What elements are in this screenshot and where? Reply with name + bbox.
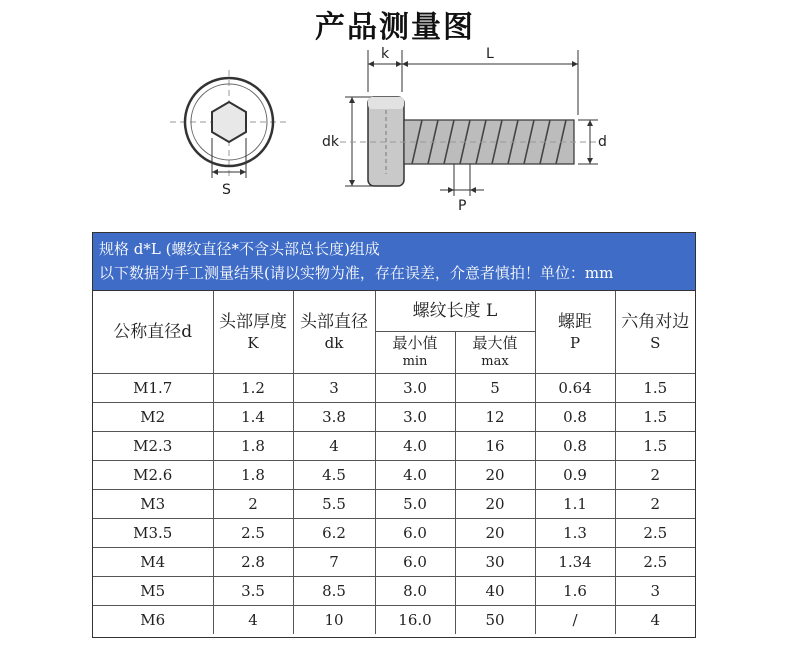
- page-title: 产品测量图: [315, 10, 475, 45]
- cell-hex-across-flats: 3: [615, 576, 695, 605]
- cell-nominal: M3.5: [93, 518, 213, 547]
- cell-pitch: 0.8: [535, 431, 615, 460]
- cell-length-min: 4.0: [375, 431, 455, 460]
- cell-hex-across-flats: 4: [615, 605, 695, 634]
- cell-length-min: 3.0: [375, 402, 455, 431]
- spec-banner: [93, 233, 695, 291]
- cell-hex-across-flats: 1.5: [615, 431, 695, 460]
- header-head-diameter: 头部直径 dk: [293, 291, 375, 373]
- cell-pitch: 0.64: [535, 373, 615, 402]
- cell-length-min: 4.0: [375, 460, 455, 489]
- cell-length-min: 8.0: [375, 576, 455, 605]
- table-row: [93, 576, 695, 605]
- cell-head-diameter: 3.8: [293, 402, 375, 431]
- label-s: S: [222, 182, 231, 198]
- label-dk: dk: [322, 134, 339, 150]
- cell-pitch: 1.3: [535, 518, 615, 547]
- spec-table: [93, 291, 695, 634]
- cell-pitch: 1.6: [535, 576, 615, 605]
- cell-length-min: 16.0: [375, 605, 455, 634]
- cell-nominal: M2.6: [93, 460, 213, 489]
- cell-nominal: M6: [93, 605, 213, 634]
- cell-nominal: M1.7: [93, 373, 213, 402]
- table-row: [93, 431, 695, 460]
- screw-side-view: [322, 46, 607, 214]
- cell-head-thickness: 1.8: [213, 460, 293, 489]
- table-row: [93, 489, 695, 518]
- cell-length-max: 16: [455, 431, 535, 460]
- spec-table-container: [92, 232, 696, 638]
- header-head-thickness: 头部厚度 K: [213, 291, 293, 373]
- cell-head-diameter: 3: [293, 373, 375, 402]
- cell-length-min: 3.0: [375, 373, 455, 402]
- cell-head-thickness: 2.8: [213, 547, 293, 576]
- cell-head-diameter: 7: [293, 547, 375, 576]
- cell-hex-across-flats: 1.5: [615, 373, 695, 402]
- cell-head-thickness: 1.8: [213, 431, 293, 460]
- cell-pitch: 1.1: [535, 489, 615, 518]
- cell-nominal: M5: [93, 576, 213, 605]
- cell-head-thickness: 1.2: [213, 373, 293, 402]
- cell-head-thickness: 2: [213, 489, 293, 518]
- header-hex-across-flats: 六角对边 S: [615, 291, 695, 373]
- cell-nominal: M3: [93, 489, 213, 518]
- cell-nominal: M4: [93, 547, 213, 576]
- cell-hex-across-flats: 1.5: [615, 402, 695, 431]
- header-nominal-diameter: 公称直径d: [93, 291, 213, 373]
- table-row: [93, 547, 695, 576]
- cell-length-max: 20: [455, 518, 535, 547]
- cell-head-diameter: 5.5: [293, 489, 375, 518]
- cell-length-min: 5.0: [375, 489, 455, 518]
- cell-hex-across-flats: 2.5: [615, 547, 695, 576]
- cell-pitch: 1.34: [535, 547, 615, 576]
- cell-hex-across-flats: 2: [615, 489, 695, 518]
- cell-nominal: M2.3: [93, 431, 213, 460]
- cell-head-thickness: 2.5: [213, 518, 293, 547]
- table-row: [93, 518, 695, 547]
- header-pitch: 螺距 P: [535, 291, 615, 373]
- cell-hex-across-flats: 2: [615, 460, 695, 489]
- spec-table-body: [93, 373, 695, 634]
- cell-head-thickness: 1.4: [213, 402, 293, 431]
- header-max: 最大值 max: [455, 331, 535, 373]
- measurement-diagram: [0, 40, 790, 220]
- label-d: d: [598, 134, 607, 150]
- cell-length-min: 6.0: [375, 547, 455, 576]
- cell-length-max: 20: [455, 460, 535, 489]
- cell-pitch: /: [535, 605, 615, 634]
- cell-length-max: 5: [455, 373, 535, 402]
- cell-length-max: 20: [455, 489, 535, 518]
- table-row: [93, 605, 695, 634]
- cell-pitch: 0.9: [535, 460, 615, 489]
- table-row: [93, 373, 695, 402]
- cell-length-min: 6.0: [375, 518, 455, 547]
- banner-line-1: 规格 d*L (螺纹直径*不含头部总长度)组成: [99, 240, 380, 258]
- cell-length-max: 40: [455, 576, 535, 605]
- header-thread-length: 螺纹长度 L: [375, 291, 535, 331]
- table-row: [93, 460, 695, 489]
- cell-head-diameter: 10: [293, 605, 375, 634]
- cell-head-thickness: 4: [213, 605, 293, 634]
- label-p: P: [458, 198, 467, 214]
- cell-head-diameter: 8.5: [293, 576, 375, 605]
- cell-length-max: 30: [455, 547, 535, 576]
- header-min: 最小值 min: [375, 331, 455, 373]
- label-k: k: [381, 46, 390, 62]
- cell-pitch: 0.8: [535, 402, 615, 431]
- cell-nominal: M2: [93, 402, 213, 431]
- table-row: [93, 402, 695, 431]
- label-l: L: [486, 46, 494, 62]
- cell-length-max: 50: [455, 605, 535, 634]
- cell-head-diameter: 4.5: [293, 460, 375, 489]
- cell-head-diameter: 4: [293, 431, 375, 460]
- banner-line-2: 以下数据为手工测量结果(请以实物为准，存在误差，介意者慎拍！单位：mm: [99, 264, 614, 282]
- cell-head-diameter: 6.2: [293, 518, 375, 547]
- cell-length-max: 12: [455, 402, 535, 431]
- cell-hex-across-flats: 2.5: [615, 518, 695, 547]
- cell-head-thickness: 3.5: [213, 576, 293, 605]
- head-top-view: [170, 70, 290, 198]
